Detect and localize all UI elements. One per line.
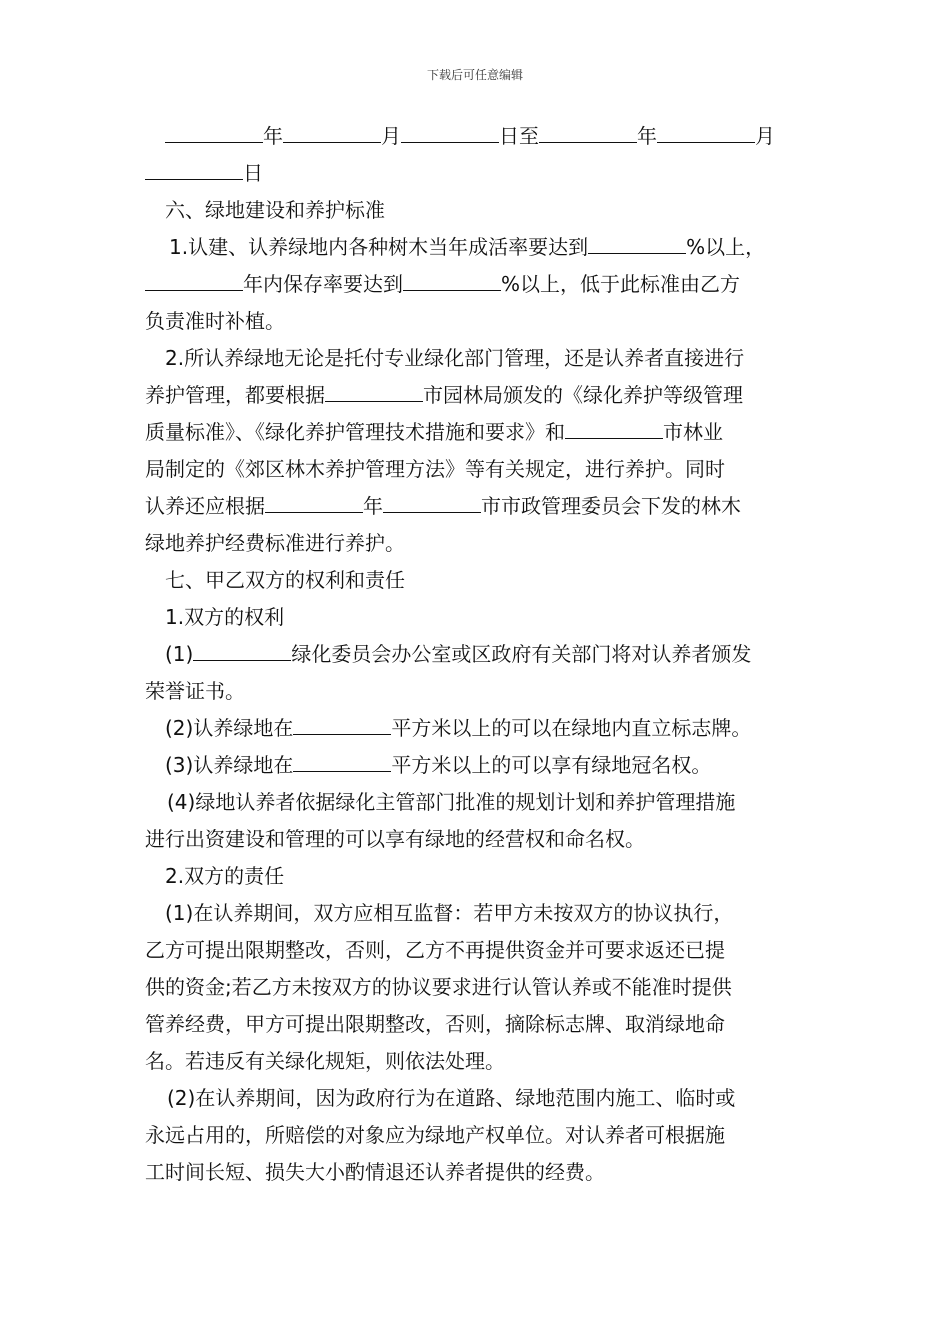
paragraph-line: 永远占用的，所赔偿的对象应为绿地产权单位。对认养者可根据施 bbox=[145, 1123, 725, 1147]
subheading-rights: 1.双方的权利 bbox=[165, 605, 285, 629]
blank-field bbox=[588, 231, 686, 254]
blank-field bbox=[565, 416, 663, 439]
paragraph-line: 工时间长短、损失大小酌情退还认养者提供的经费。 bbox=[145, 1160, 605, 1184]
paragraph-line: 供的资金;若乙方未按双方的协议要求进行认管认养或不能准时提供 bbox=[145, 975, 732, 999]
text: (2)认养绿地在 bbox=[165, 716, 294, 740]
text: 市市政管理委员会下发的林木 bbox=[481, 494, 741, 518]
paragraph-line: (2)在认养期间，因为政府行为在道路、绿地范围内施工、临时或 bbox=[167, 1086, 736, 1110]
text: 日 bbox=[243, 161, 263, 185]
paragraph-line: 名。若违反有关绿化规矩，则依法处理。 bbox=[145, 1049, 505, 1073]
text: 1.认建、认养绿地内各种树木当年成活率要达到 bbox=[169, 235, 589, 259]
paragraph-line bbox=[145, 377, 810, 414]
paragraph-line bbox=[145, 229, 810, 266]
paragraph-line bbox=[145, 747, 810, 784]
blank-field bbox=[325, 379, 423, 402]
blank-field bbox=[265, 490, 363, 513]
paragraph-line bbox=[145, 710, 810, 747]
paragraph-line bbox=[145, 414, 810, 451]
paragraph-line: 负责准时补植。 bbox=[145, 309, 285, 333]
subheading-duties: 2.双方的责任 bbox=[165, 864, 285, 888]
blank-field bbox=[293, 712, 391, 735]
paragraph-line bbox=[145, 636, 810, 673]
text: (1) bbox=[165, 642, 194, 666]
paragraph-line: 2.所认养绿地无论是托付专业绿化部门管理，还是认养者直接进行 bbox=[165, 346, 745, 370]
date-range-line-end bbox=[145, 155, 810, 192]
text: 认养还应根据 bbox=[145, 494, 265, 518]
paragraph-line: 乙方可提出限期整改，否则，乙方不再提供资金并可要求返还已提 bbox=[145, 938, 725, 962]
paragraph-line: (1)在认养期间，双方应相互监督：若甲方未按双方的协议执行， bbox=[165, 901, 734, 925]
text: 年 bbox=[363, 494, 383, 518]
blank-field bbox=[145, 157, 243, 180]
section-heading-7: 七、甲乙双方的权利和责任 bbox=[165, 568, 405, 592]
blank-field bbox=[539, 120, 637, 143]
text: 年 bbox=[263, 124, 283, 148]
page-header: 下载后可任意编辑 bbox=[426, 68, 523, 82]
text: 绿化委员会办公室或区政府有关部门将对认养者颁发 bbox=[291, 642, 752, 666]
paragraph-line: 荣誉证书。 bbox=[145, 679, 245, 703]
text: 平方米以上的可以享有绿地冠名权。 bbox=[391, 753, 712, 777]
text: %以上， bbox=[686, 235, 766, 259]
paragraph-line: 进行出资建设和管理的可以享有绿地的经营权和命名权。 bbox=[145, 827, 645, 851]
text: 月 bbox=[755, 124, 775, 148]
date-range-line bbox=[145, 118, 810, 155]
text: 年 bbox=[637, 124, 657, 148]
blank-field bbox=[283, 120, 381, 143]
text: 市园林局颁发的《绿化养护等级管理 bbox=[423, 383, 743, 407]
paragraph-line: 局制定的《郊区林木养护管理方法》等有关规定，进行养护。同时 bbox=[145, 457, 725, 481]
section-heading-6: 六、绿地建设和养护标准 bbox=[165, 198, 385, 222]
text: 日至 bbox=[499, 124, 539, 148]
blank-field bbox=[401, 120, 499, 143]
text: 月 bbox=[381, 124, 401, 148]
paragraph-line: 绿地养护经费标准进行养护。 bbox=[145, 531, 405, 555]
paragraph-line: (4)绿地认养者依据绿化主管部门批准的规划计划和养护管理措施 bbox=[167, 790, 736, 814]
text: 养护管理，都要根据 bbox=[145, 383, 325, 407]
blank-field bbox=[293, 749, 391, 772]
text: (3)认养绿地在 bbox=[165, 753, 294, 777]
paragraph-line bbox=[145, 266, 810, 303]
text: 质量标准》、《绿化养护管理技术措施和要求》和 bbox=[145, 420, 565, 444]
text: 市林业 bbox=[663, 420, 723, 444]
paragraph-line: 管养经费，甲方可提出限期整改，否则，摘除标志牌、取消绿地命 bbox=[145, 1012, 725, 1036]
blank-field bbox=[383, 490, 481, 513]
blank-field bbox=[403, 268, 501, 291]
text: 平方米以上的可以在绿地内直立标志牌。 bbox=[391, 716, 752, 740]
text: %以上，低于此标准由乙方 bbox=[501, 272, 741, 296]
text: 年内保存率要达到 bbox=[243, 272, 403, 296]
paragraph-line bbox=[145, 488, 810, 525]
blank-field bbox=[193, 638, 291, 661]
blank-field bbox=[145, 268, 243, 291]
blank-field bbox=[657, 120, 755, 143]
blank-field bbox=[165, 120, 263, 143]
document-body bbox=[145, 118, 810, 1191]
